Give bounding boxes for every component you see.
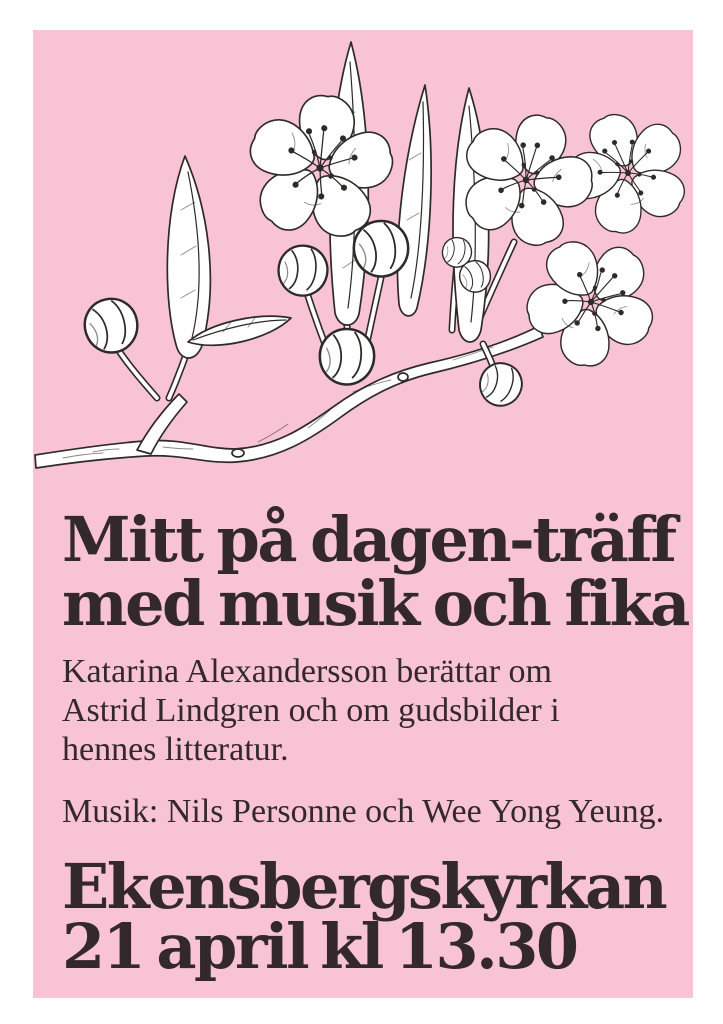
event-place: Ekensbergskyrkan [62,850,666,923]
description-line-2: Astrid Lindgren och om gudsbilder i [62,692,560,729]
description-line-3: hennes litteratur. [62,731,289,768]
title-line-2: med musik och fika [62,567,688,640]
cherry-blossom-branch-illustration [33,30,693,500]
bud [275,243,330,299]
description-line-1: Katarina Alexandersson berättar om [62,653,552,690]
event-description [62,652,560,769]
event-place-and-time [62,850,666,983]
bud [474,357,528,411]
title-line-1: Mitt på dagen-träff [62,503,675,576]
poster-title [62,503,688,640]
music-credit: Musik: Nils Personne och Wee Yong Yeung. [62,793,665,830]
bud [80,294,142,357]
poster-panel [33,30,693,998]
event-datetime: 21 april kl 13.30 [62,910,577,983]
